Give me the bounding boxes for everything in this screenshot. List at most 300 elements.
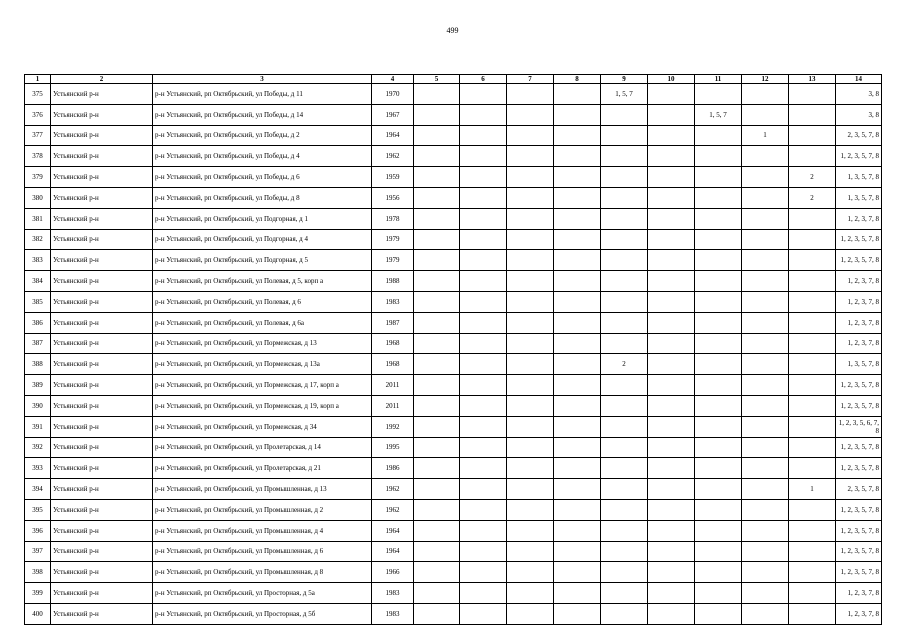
- col10-cell: [648, 250, 695, 271]
- col6-cell: [460, 562, 507, 583]
- address-cell: р-н Устьянский, рп Октябрьский, ул Промышленная, д 2: [153, 499, 372, 520]
- col-header: 4: [372, 75, 414, 84]
- address-cell: р-н Устьянский, рп Октябрьский, ул Подгорная, д 5: [153, 250, 372, 271]
- row-number: 400: [25, 603, 51, 624]
- col14-cell: 1, 2, 3, 7, 8: [836, 291, 882, 312]
- table-row: [25, 250, 882, 271]
- col6-cell: [460, 333, 507, 354]
- address-cell: р-н Устьянский, рп Октябрьский, ул Промышленная, д 4: [153, 520, 372, 541]
- col6-cell: [460, 271, 507, 292]
- col10-cell: [648, 458, 695, 479]
- table-row: [25, 146, 882, 167]
- row-number: 395: [25, 499, 51, 520]
- col10-cell: [648, 416, 695, 437]
- table-row: [25, 208, 882, 229]
- header-row: [25, 75, 882, 84]
- col12-cell: [742, 479, 789, 500]
- col11-cell: [695, 541, 742, 562]
- col14-cell: 1, 2, 3, 5, 7, 8: [836, 520, 882, 541]
- address-cell: р-н Устьянский, рп Октябрьский, ул Победы, д 2: [153, 125, 372, 146]
- address-cell: р-н Устьянский, рп Октябрьский, ул Победы, д 11: [153, 84, 372, 105]
- col11-cell: [695, 520, 742, 541]
- row-number: 376: [25, 104, 51, 125]
- col-header: 2: [51, 75, 153, 84]
- col5-cell: [414, 520, 460, 541]
- col12-cell: [742, 583, 789, 604]
- col8-cell: [554, 271, 601, 292]
- col8-cell: [554, 146, 601, 167]
- col14-cell: 1, 2, 3, 7, 8: [836, 271, 882, 292]
- district-cell: Устьянский р-н: [51, 437, 153, 458]
- row-number: 393: [25, 458, 51, 479]
- col9-cell: [601, 541, 648, 562]
- col7-cell: [507, 499, 554, 520]
- col9-cell: [601, 375, 648, 396]
- row-number: 384: [25, 271, 51, 292]
- col9-cell: [601, 312, 648, 333]
- col8-cell: [554, 291, 601, 312]
- col14-cell: 1, 2, 3, 7, 8: [836, 583, 882, 604]
- col5-cell: [414, 291, 460, 312]
- col6-cell: [460, 125, 507, 146]
- col10-cell: [648, 146, 695, 167]
- col6-cell: [460, 167, 507, 188]
- district-cell: Устьянский р-н: [51, 479, 153, 500]
- col6-cell: [460, 208, 507, 229]
- address-cell: р-н Устьянский, рп Октябрьский, ул Промышленная, д 13: [153, 479, 372, 500]
- year-cell: 1970: [372, 84, 414, 105]
- col14-cell: 1, 2, 3, 5, 7, 8: [836, 541, 882, 562]
- col12-cell: [742, 541, 789, 562]
- table-row: [25, 562, 882, 583]
- col8-cell: [554, 333, 601, 354]
- col13-cell: [789, 229, 836, 250]
- col12-cell: 1: [742, 125, 789, 146]
- row-number: 377: [25, 125, 51, 146]
- col14-cell: 3, 8: [836, 104, 882, 125]
- table-row: [25, 395, 882, 416]
- col5-cell: [414, 437, 460, 458]
- district-cell: Устьянский р-н: [51, 271, 153, 292]
- col14-cell: 1, 2, 3, 5, 7, 8: [836, 458, 882, 479]
- col10-cell: [648, 291, 695, 312]
- col12-cell: [742, 499, 789, 520]
- col13-cell: [789, 84, 836, 105]
- col11-cell: [695, 375, 742, 396]
- col9-cell: [601, 333, 648, 354]
- district-cell: Устьянский р-н: [51, 167, 153, 188]
- row-number: 391: [25, 416, 51, 437]
- col13-cell: [789, 583, 836, 604]
- col12-cell: [742, 520, 789, 541]
- address-cell: р-н Устьянский, рп Октябрьский, ул Полевая, д 6: [153, 291, 372, 312]
- col5-cell: [414, 562, 460, 583]
- table-row: [25, 416, 882, 437]
- address-cell: р-н Устьянский, рп Октябрьский, ул Пормежская, д 34: [153, 416, 372, 437]
- address-cell: р-н Устьянский, рп Октябрьский, ул Пормежская, д 19, корп а: [153, 395, 372, 416]
- col7-cell: [507, 437, 554, 458]
- col7-cell: [507, 479, 554, 500]
- col8-cell: [554, 437, 601, 458]
- col7-cell: [507, 167, 554, 188]
- col7-cell: [507, 541, 554, 562]
- row-number: 386: [25, 312, 51, 333]
- address-cell: р-н Устьянский, рп Октябрьский, ул Подгорная, д 1: [153, 208, 372, 229]
- address-cell: р-н Устьянский, рп Октябрьский, ул Полевая, д 6а: [153, 312, 372, 333]
- col12-cell: [742, 291, 789, 312]
- district-cell: Устьянский р-н: [51, 125, 153, 146]
- col-header: 9: [601, 75, 648, 84]
- col5-cell: [414, 333, 460, 354]
- col12-cell: [742, 187, 789, 208]
- col8-cell: [554, 104, 601, 125]
- col9-cell: [601, 104, 648, 125]
- address-cell: р-н Устьянский, рп Октябрьский, ул Промышленная, д 8: [153, 562, 372, 583]
- col11-cell: [695, 167, 742, 188]
- col10-cell: [648, 271, 695, 292]
- col13-cell: [789, 104, 836, 125]
- col14-cell: 1, 3, 5, 7, 8: [836, 187, 882, 208]
- col9-cell: [601, 520, 648, 541]
- col14-cell: 1, 2, 3, 5, 7, 8: [836, 229, 882, 250]
- address-cell: р-н Устьянский, рп Октябрьский, ул Подгорная, д 4: [153, 229, 372, 250]
- col13-cell: [789, 333, 836, 354]
- table-row: [25, 583, 882, 604]
- col8-cell: [554, 395, 601, 416]
- col13-cell: [789, 541, 836, 562]
- col8-cell: [554, 125, 601, 146]
- col12-cell: [742, 84, 789, 105]
- table-row: [25, 291, 882, 312]
- col11-cell: [695, 562, 742, 583]
- address-cell: р-н Устьянский, рп Октябрьский, ул Просторная, д 5а: [153, 583, 372, 604]
- col11-cell: [695, 479, 742, 500]
- col11-cell: [695, 437, 742, 458]
- col6-cell: [460, 583, 507, 604]
- col14-cell: 1, 2, 3, 7, 8: [836, 603, 882, 624]
- col11-cell: [695, 229, 742, 250]
- col7-cell: [507, 104, 554, 125]
- col13-cell: [789, 499, 836, 520]
- col14-cell: 1, 2, 3, 7, 8: [836, 333, 882, 354]
- col7-cell: [507, 603, 554, 624]
- col6-cell: [460, 291, 507, 312]
- row-number: 392: [25, 437, 51, 458]
- col13-cell: [789, 395, 836, 416]
- col11-cell: [695, 187, 742, 208]
- col14-cell: 1, 2, 3, 7, 8: [836, 208, 882, 229]
- col11-cell: [695, 333, 742, 354]
- col13-cell: 2: [789, 167, 836, 188]
- col12-cell: [742, 562, 789, 583]
- table-row: [25, 375, 882, 396]
- year-cell: 1978: [372, 208, 414, 229]
- year-cell: 1983: [372, 583, 414, 604]
- table-row: [25, 603, 882, 624]
- col12-cell: [742, 104, 789, 125]
- col9-cell: [601, 458, 648, 479]
- address-cell: р-н Устьянский, рп Октябрьский, ул Промышленная, д 6: [153, 541, 372, 562]
- col8-cell: [554, 479, 601, 500]
- row-number: 389: [25, 375, 51, 396]
- col5-cell: [414, 603, 460, 624]
- col9-cell: [601, 146, 648, 167]
- district-cell: Устьянский р-н: [51, 187, 153, 208]
- col12-cell: [742, 250, 789, 271]
- col13-cell: [789, 250, 836, 271]
- year-cell: 1956: [372, 187, 414, 208]
- col10-cell: [648, 437, 695, 458]
- col9-cell: [601, 479, 648, 500]
- address-cell: р-н Устьянский, рп Октябрьский, ул Пормежская, д 17, корп а: [153, 375, 372, 396]
- district-cell: Устьянский р-н: [51, 104, 153, 125]
- col14-cell: 2, 3, 5, 7, 8: [836, 125, 882, 146]
- district-cell: Устьянский р-н: [51, 520, 153, 541]
- col5-cell: [414, 146, 460, 167]
- col11-cell: [695, 125, 742, 146]
- district-cell: Устьянский р-н: [51, 458, 153, 479]
- year-cell: 1986: [372, 458, 414, 479]
- row-number: 396: [25, 520, 51, 541]
- col8-cell: [554, 167, 601, 188]
- year-cell: 1967: [372, 104, 414, 125]
- col7-cell: [507, 125, 554, 146]
- col12-cell: [742, 375, 789, 396]
- year-cell: 1964: [372, 125, 414, 146]
- col12-cell: [742, 146, 789, 167]
- district-cell: Устьянский р-н: [51, 312, 153, 333]
- col10-cell: [648, 104, 695, 125]
- col11-cell: [695, 208, 742, 229]
- row-number: 380: [25, 187, 51, 208]
- row-number: 390: [25, 395, 51, 416]
- col14-cell: 3, 8: [836, 84, 882, 105]
- col12-cell: [742, 395, 789, 416]
- col5-cell: [414, 458, 460, 479]
- address-cell: р-н Устьянский, рп Октябрьский, ул Победы, д 14: [153, 104, 372, 125]
- col-header: 1: [25, 75, 51, 84]
- col10-cell: [648, 208, 695, 229]
- col14-cell: 1, 2, 3, 5, 7, 8: [836, 250, 882, 271]
- col6-cell: [460, 146, 507, 167]
- col5-cell: [414, 416, 460, 437]
- col8-cell: [554, 84, 601, 105]
- col10-cell: [648, 520, 695, 541]
- col6-cell: [460, 312, 507, 333]
- row-number: 375: [25, 84, 51, 105]
- col13-cell: [789, 208, 836, 229]
- district-cell: Устьянский р-н: [51, 208, 153, 229]
- col7-cell: [507, 458, 554, 479]
- year-cell: 1968: [372, 333, 414, 354]
- col12-cell: [742, 271, 789, 292]
- year-cell: 1959: [372, 167, 414, 188]
- col10-cell: [648, 125, 695, 146]
- address-cell: р-н Устьянский, рп Октябрьский, ул Просторная, д 5б: [153, 603, 372, 624]
- col9-cell: [601, 229, 648, 250]
- district-cell: Устьянский р-н: [51, 603, 153, 624]
- col9-cell: [601, 603, 648, 624]
- col14-cell: 1, 2, 3, 5, 7, 8: [836, 146, 882, 167]
- col8-cell: [554, 520, 601, 541]
- col6-cell: [460, 520, 507, 541]
- table-row: [25, 458, 882, 479]
- table-row: [25, 84, 882, 105]
- year-cell: 1979: [372, 250, 414, 271]
- col14-cell: 1, 2, 3, 5, 7, 8: [836, 562, 882, 583]
- col6-cell: [460, 84, 507, 105]
- col12-cell: [742, 437, 789, 458]
- col10-cell: [648, 479, 695, 500]
- col9-cell: [601, 167, 648, 188]
- col8-cell: [554, 416, 601, 437]
- col12-cell: [742, 229, 789, 250]
- col9-cell: [601, 583, 648, 604]
- year-cell: 2011: [372, 375, 414, 396]
- table-body: [25, 84, 882, 625]
- row-number: 378: [25, 146, 51, 167]
- col7-cell: [507, 562, 554, 583]
- col14-cell: 1, 2, 3, 5, 7, 8: [836, 375, 882, 396]
- row-number: 387: [25, 333, 51, 354]
- col9-cell: [601, 416, 648, 437]
- row-number: 397: [25, 541, 51, 562]
- table-row: [25, 437, 882, 458]
- col10-cell: [648, 333, 695, 354]
- table-row: [25, 271, 882, 292]
- col7-cell: [507, 312, 554, 333]
- col5-cell: [414, 583, 460, 604]
- col7-cell: [507, 520, 554, 541]
- col5-cell: [414, 541, 460, 562]
- year-cell: 1962: [372, 479, 414, 500]
- col12-cell: [742, 312, 789, 333]
- row-number: 383: [25, 250, 51, 271]
- row-number: 382: [25, 229, 51, 250]
- col13-cell: [789, 125, 836, 146]
- col-header: 7: [507, 75, 554, 84]
- address-cell: р-н Устьянский, рп Октябрьский, ул Пролетарская, д 14: [153, 437, 372, 458]
- district-cell: Устьянский р-н: [51, 562, 153, 583]
- col7-cell: [507, 583, 554, 604]
- col5-cell: [414, 104, 460, 125]
- col5-cell: [414, 187, 460, 208]
- district-cell: Устьянский р-н: [51, 250, 153, 271]
- col6-cell: [460, 354, 507, 375]
- year-cell: 1983: [372, 603, 414, 624]
- table-row: [25, 229, 882, 250]
- district-cell: Устьянский р-н: [51, 333, 153, 354]
- table-row: [25, 354, 882, 375]
- col7-cell: [507, 354, 554, 375]
- col5-cell: [414, 354, 460, 375]
- year-cell: 1987: [372, 312, 414, 333]
- col10-cell: [648, 354, 695, 375]
- table-row: [25, 499, 882, 520]
- col8-cell: [554, 375, 601, 396]
- col6-cell: [460, 395, 507, 416]
- col13-cell: [789, 375, 836, 396]
- col-header: 8: [554, 75, 601, 84]
- col6-cell: [460, 458, 507, 479]
- col13-cell: [789, 458, 836, 479]
- page-number: 499: [446, 26, 459, 35]
- col10-cell: [648, 541, 695, 562]
- address-cell: р-н Устьянский, рп Октябрьский, ул Пормежская, д 13а: [153, 354, 372, 375]
- col14-cell: 1, 3, 5, 7, 8: [836, 354, 882, 375]
- col13-cell: [789, 271, 836, 292]
- col6-cell: [460, 104, 507, 125]
- district-cell: Устьянский р-н: [51, 354, 153, 375]
- col7-cell: [507, 271, 554, 292]
- col12-cell: [742, 167, 789, 188]
- col5-cell: [414, 271, 460, 292]
- col8-cell: [554, 458, 601, 479]
- col9-cell: [601, 187, 648, 208]
- col11-cell: [695, 583, 742, 604]
- col10-cell: [648, 312, 695, 333]
- district-cell: Устьянский р-н: [51, 84, 153, 105]
- col11-cell: [695, 271, 742, 292]
- col8-cell: [554, 562, 601, 583]
- housing-table: [24, 74, 882, 625]
- col9-cell: 2: [601, 354, 648, 375]
- table-row: [25, 541, 882, 562]
- col5-cell: [414, 312, 460, 333]
- col8-cell: [554, 250, 601, 271]
- col7-cell: [507, 395, 554, 416]
- year-cell: 1964: [372, 520, 414, 541]
- col11-cell: [695, 458, 742, 479]
- col9-cell: [601, 499, 648, 520]
- col12-cell: [742, 354, 789, 375]
- col7-cell: [507, 375, 554, 396]
- col5-cell: [414, 250, 460, 271]
- col-header: 12: [742, 75, 789, 84]
- address-cell: р-н Устьянский, рп Октябрьский, ул Пормежская, д 13: [153, 333, 372, 354]
- col10-cell: [648, 187, 695, 208]
- col12-cell: [742, 458, 789, 479]
- col5-cell: [414, 499, 460, 520]
- col11-cell: [695, 312, 742, 333]
- table-row: [25, 104, 882, 125]
- col-header: 11: [695, 75, 742, 84]
- col11-cell: [695, 146, 742, 167]
- col8-cell: [554, 312, 601, 333]
- row-number: 398: [25, 562, 51, 583]
- col9-cell: 1, 5, 7: [601, 84, 648, 105]
- col8-cell: [554, 583, 601, 604]
- year-cell: 1992: [372, 416, 414, 437]
- col6-cell: [460, 499, 507, 520]
- col6-cell: [460, 229, 507, 250]
- col13-cell: [789, 312, 836, 333]
- col13-cell: 1: [789, 479, 836, 500]
- col5-cell: [414, 229, 460, 250]
- table-row: [25, 333, 882, 354]
- col6-cell: [460, 375, 507, 396]
- col9-cell: [601, 271, 648, 292]
- col-header: 13: [789, 75, 836, 84]
- col6-cell: [460, 479, 507, 500]
- col13-cell: [789, 416, 836, 437]
- col-header: 5: [414, 75, 460, 84]
- col13-cell: [789, 146, 836, 167]
- table-row: [25, 520, 882, 541]
- district-cell: Устьянский р-н: [51, 146, 153, 167]
- address-cell: р-н Устьянский, рп Октябрьский, ул Полевая, д 5, корп а: [153, 271, 372, 292]
- col5-cell: [414, 167, 460, 188]
